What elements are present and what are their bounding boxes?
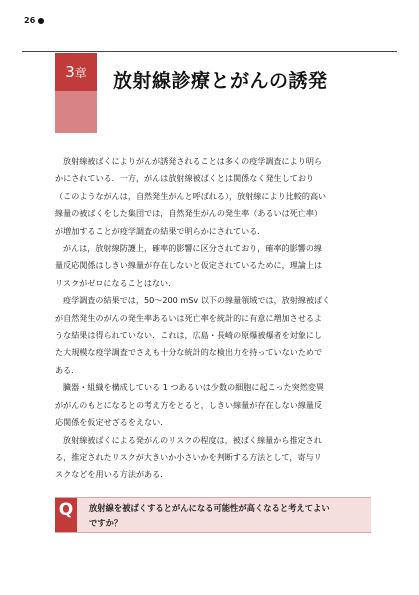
body-line: うな結果は得られていない．これは，広島・長崎の原爆被爆者を対象にし — [55, 330, 323, 341]
body-line: た大規模な疫学調査でさえも十分な統計的な検出力を持っていないためで — [55, 347, 323, 358]
body-line: （このようながんは，自然発生がんと呼ばれる），放射線により比較的高い — [55, 190, 327, 201]
body-line: が増加することが疫学調査の結果で明らかにされている． — [55, 225, 266, 236]
body-line: 放射線被ばくによる発がんのリスクの程度は，被ばく線量から推定され — [63, 434, 322, 445]
question-line: ですか？ — [89, 518, 123, 528]
body-line: スクなどを用いる方法がある． — [55, 469, 169, 480]
body-line: リスクがゼロになることはない． — [55, 277, 177, 288]
chapter-label — [55, 63, 97, 81]
bullet-icon — [38, 18, 44, 24]
page-number-text: 26 — [24, 16, 36, 25]
question-icon: Q — [55, 498, 77, 532]
body-line: ある． — [55, 364, 80, 375]
body-line: 線量の被ばくをした集団では，自然発生がんの発生率（あるいは死亡率） — [55, 208, 323, 219]
question-line: 放射線を被ばくするとがんになる可能性が高くなると考えてよい — [89, 503, 330, 513]
body-line: が自然発生のがんの発生率あるいは死亡率を統計的に有意に増加させるよ — [55, 312, 323, 323]
body-line: る，推定されたリスクが大きいか小さいかを判断する方法として，寄与リ — [55, 451, 322, 462]
body-line: 量反応関係はしきい線量が存在しないと仮定されているために，理論上は — [55, 260, 323, 271]
body-line: 応関係を仮定せざるをえない． — [55, 417, 169, 428]
chapter-number: 3 — [65, 63, 75, 81]
header-rule — [22, 51, 397, 52]
body-line: ががんのもとになるとの考え方をとると，しきい線量が存在しない線量反 — [55, 399, 323, 410]
chapter-badge — [55, 53, 97, 133]
body-text — [55, 153, 371, 484]
question-box — [55, 497, 371, 533]
body-line: がんは，放射線防護上，確率的影響に区分されており，確率的影響の線 — [63, 243, 323, 254]
question-text — [89, 501, 365, 531]
chapter-title: 放射線診療とがんの誘発 — [113, 70, 328, 92]
chapter-suffix: 章 — [74, 66, 87, 80]
body-line: かにされている．一方，がんは放射線被ばくとは関係なく発生しており — [55, 173, 315, 184]
body-line: 放射線被ばくによりがんが誘発されることは多くの疫学調査により明ら — [63, 156, 323, 166]
page-number — [24, 16, 44, 25]
body-line: 疫学調査の結果では，50～200 mSv 以下の線量領域では，放射線被ばく — [63, 295, 331, 306]
body-line: 臓器・組織を構成している 1 つあるいは少数の細胞に起こった突然変異 — [63, 382, 325, 393]
